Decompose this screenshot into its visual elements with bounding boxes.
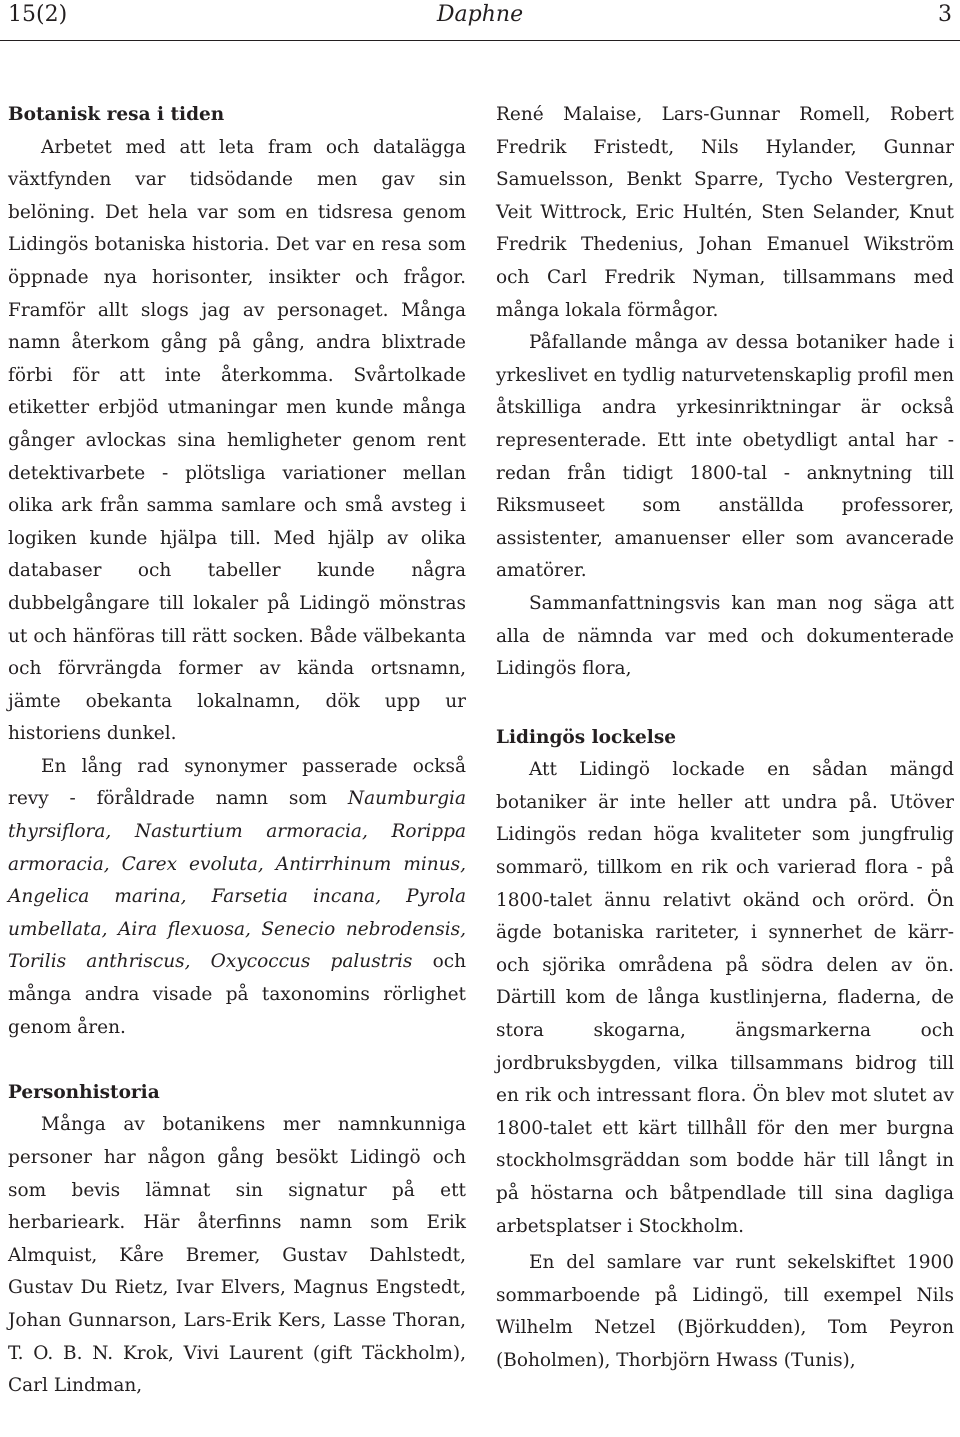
journal-title: Daphne (436, 2, 524, 27)
paragraph: Sammanfattningsvis kan man nog säga att alla de nämnda var med och dokumenterade Lidingös flora, (496, 592, 954, 680)
paragraph-synonyms (8, 751, 466, 1044)
section-heading-botanisk-resa: Botanisk resa i tiden (8, 104, 225, 125)
paragraph: Att Lidingö lockade en sådan mängd botaniker är inte heller att undra på. Utöver Lidingös redan höga kvaliteter som jungfrulig sommarö, tillkom en rik och varierad flora - på 1800-talet ännu relativt okänd och orörd. Ön ägde botaniska rariteter, i synnerhet de kärr- och sjörika områdena på södra delen av ön. Därtill kom de långa kustlinjerna, fladerna, de stora skogarna, ängsmarkerna och jordbruksbygden, vilka tillsammans bidrog till en rik och intressant flora. Ön blev mot slutet av 1800-talet ett kärt tillhåll för den mer burgna stockholmsgräddan som bodde här till långt in på höstarna och båtpendlade till sina dagliga arbetsplatser i Stockholm. (496, 759, 954, 1237)
left-column (8, 99, 466, 1403)
paragraph-lead: En lång rad synonymer passerade också revy - föråldrade namn som (8, 755, 466, 810)
right-column (496, 99, 954, 1378)
paragraph: René Malaise, Lars-Gunnar Romell, Robert Fredrik Fristedt, Nils Hylander, Gunnar Samuelsson, Benkt Sparre, Tycho Vestergren, Veit Wittrock, Eric Hultén, Sten Selander, Knut Fredrik Thedenius, Johan Emanuel Wikström och Carl Fredrik Nyman, tillsammans med många lokala förmågor. (496, 104, 954, 321)
paragraph: En del samlare var runt sekelskiftet 1900 sommarboende på Lidingö, till exempel Nils Wilhelm Netzel (Björkudden), Tom Peyron (Boholmen), Thorbjörn Hwass (Tunis), (496, 1252, 954, 1371)
issue-number: 15(2) (8, 2, 68, 27)
page-header (0, 0, 960, 34)
page-number: 3 (938, 2, 952, 27)
paragraph: Påfallande många av dessa botaniker hade i yrkeslivet en tydlig naturvetenskaplig profil men åtskilliga andra yrkesinriktningar är också representerade. Ett inte obetydligt antal har - redan från tidigt 1800-tal - anknytning till Riksmuseet som anställda professorer, assistenter, amanuenser eller som avancerade amatörer. (496, 332, 954, 582)
header-rule (0, 40, 960, 41)
paragraph: Många av botanikens mer namnkunniga personer har någon gång besökt Lidingö och som bevis lämnat sin signatur på ett herbarieark. Här återfinns namn som Erik Almquist, Kåre Bremer, Gustav Dahlstedt, Gustav Du Rietz, Ivar Elvers, Magnus Engstedt, Johan Gunnarson, Lars-Erik Kers, Lasse Thoran, T. O. B. N. Krok, Vivi Laurent (gift Täckholm), Carl Lindman, (8, 1114, 466, 1397)
paragraph: Arbetet med att leta fram och datalägga växtfynden var tidsödande men gav sin belöning. Det hela var som en tidsresa genom Lidingös botaniska historia. Det var en resa som öppnade nya horisonter, insikter och frågor. Framför allt slogs jag av personaget. Många namn återkom gång på gång, andra blixtrade förbi för att inte återkomma. Svårtolkade etiketter erbjöd utmaningar men kunde många gånger avlockas sina hemligheter genom rent detektivarbete - plötsliga variationer mellan olika ark från samma samlare och små avsteg i logiken kunde hjälpa till. Med hjälp av olika databaser och tabeller kunde några dubbelgångare till lokaler på Lidingö mönstras ut och hänföras till rätt socken. Både välbekanta och förvrängda former av kända ortsnamn, jämte obekanta lokalnamn, dök upp ur historiens dunkel. (8, 136, 466, 745)
section-heading-lidingos-lockelse: Lidingös lockelse (496, 726, 677, 748)
paragraph-tail: och många andra visade på taxonomins rörlighet genom åren. (8, 951, 466, 1038)
section-heading-personhistoria: Personhistoria (8, 1081, 160, 1103)
taxon-list: Naumburgia thyrsiflora, Nasturtium armoracia, Rorippa armoracia, Carex evoluta, Antirrhinum minus, Angelica marina, Farsetia incana, Pyrola umbellata, Aira flexuosa, Senecio nebrodensis, Torilis anthriscus, Oxycoccus palustris (8, 788, 466, 973)
